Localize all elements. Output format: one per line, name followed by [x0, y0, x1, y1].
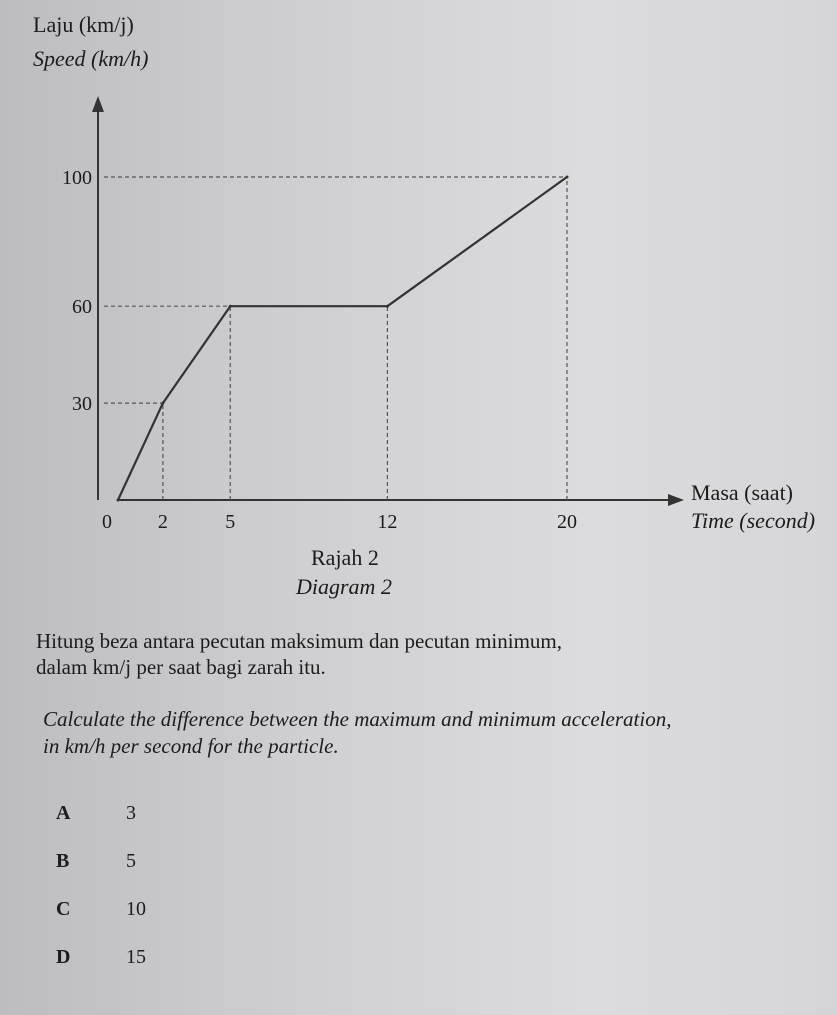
option-d-letter: D — [56, 946, 71, 968]
option-d[interactable] — [56, 946, 146, 969]
data-point-12 — [386, 305, 389, 308]
y-tick-label-30: 30 — [72, 393, 92, 416]
chart-axes — [92, 96, 684, 506]
y-axis-label-english: Speed (km/h) — [33, 46, 149, 71]
option-c-letter: C — [56, 898, 71, 920]
chart-ticks — [62, 167, 577, 533]
option-a-letter: A — [56, 802, 71, 824]
chart-series — [117, 176, 569, 502]
question-english-line-1: Calculate the difference between the maximum and minimum acceleration, — [43, 707, 672, 731]
option-b[interactable] — [56, 850, 136, 873]
x-tick-label-20: 20 — [557, 511, 577, 533]
data-point-20 — [566, 176, 569, 179]
chart-guide-lines — [104, 177, 567, 500]
question-malay-line-1: Hitung beza antara pecutan maksimum dan pecutan minimum, — [36, 629, 563, 653]
option-c-value: 10 — [126, 898, 146, 920]
option-a-value: 3 — [126, 802, 136, 824]
x-tick-label-0: 0 — [102, 511, 112, 533]
diagram-caption-malay: Rajah 2 — [311, 545, 379, 570]
y-tick-label-100: 100 — [62, 167, 92, 189]
y-tick-label-60: 60 — [72, 296, 92, 319]
x-axis-label-english: Time (second) — [691, 508, 816, 533]
option-b-value: 5 — [126, 850, 136, 872]
x-tick-label-5: 5 — [225, 511, 236, 533]
x-tick-label-2: 2 — [157, 511, 168, 533]
question-malay-line-2: dalam km/j per saat bagi zarah itu. — [36, 655, 326, 679]
option-b-letter: B — [56, 850, 70, 872]
question-english-line-2: in km/h per second for the particle. — [43, 734, 339, 758]
data-point-0 — [117, 499, 120, 502]
option-c[interactable] — [56, 898, 146, 921]
data-point-2 — [161, 402, 164, 405]
x-axis-arrow-icon — [668, 494, 684, 506]
y-axis-arrow-icon — [92, 96, 104, 112]
x-axis-label-malay: Masa (saat) — [691, 480, 794, 505]
y-axis-label-malay: Laju (km/j) — [33, 12, 134, 37]
speed-line — [118, 177, 567, 500]
option-a[interactable] — [56, 802, 136, 825]
diagram-caption-english: Diagram 2 — [296, 574, 392, 599]
option-d-value: 15 — [126, 946, 146, 968]
x-tick-label-12: 12 — [377, 511, 398, 533]
data-point-5 — [229, 305, 232, 308]
